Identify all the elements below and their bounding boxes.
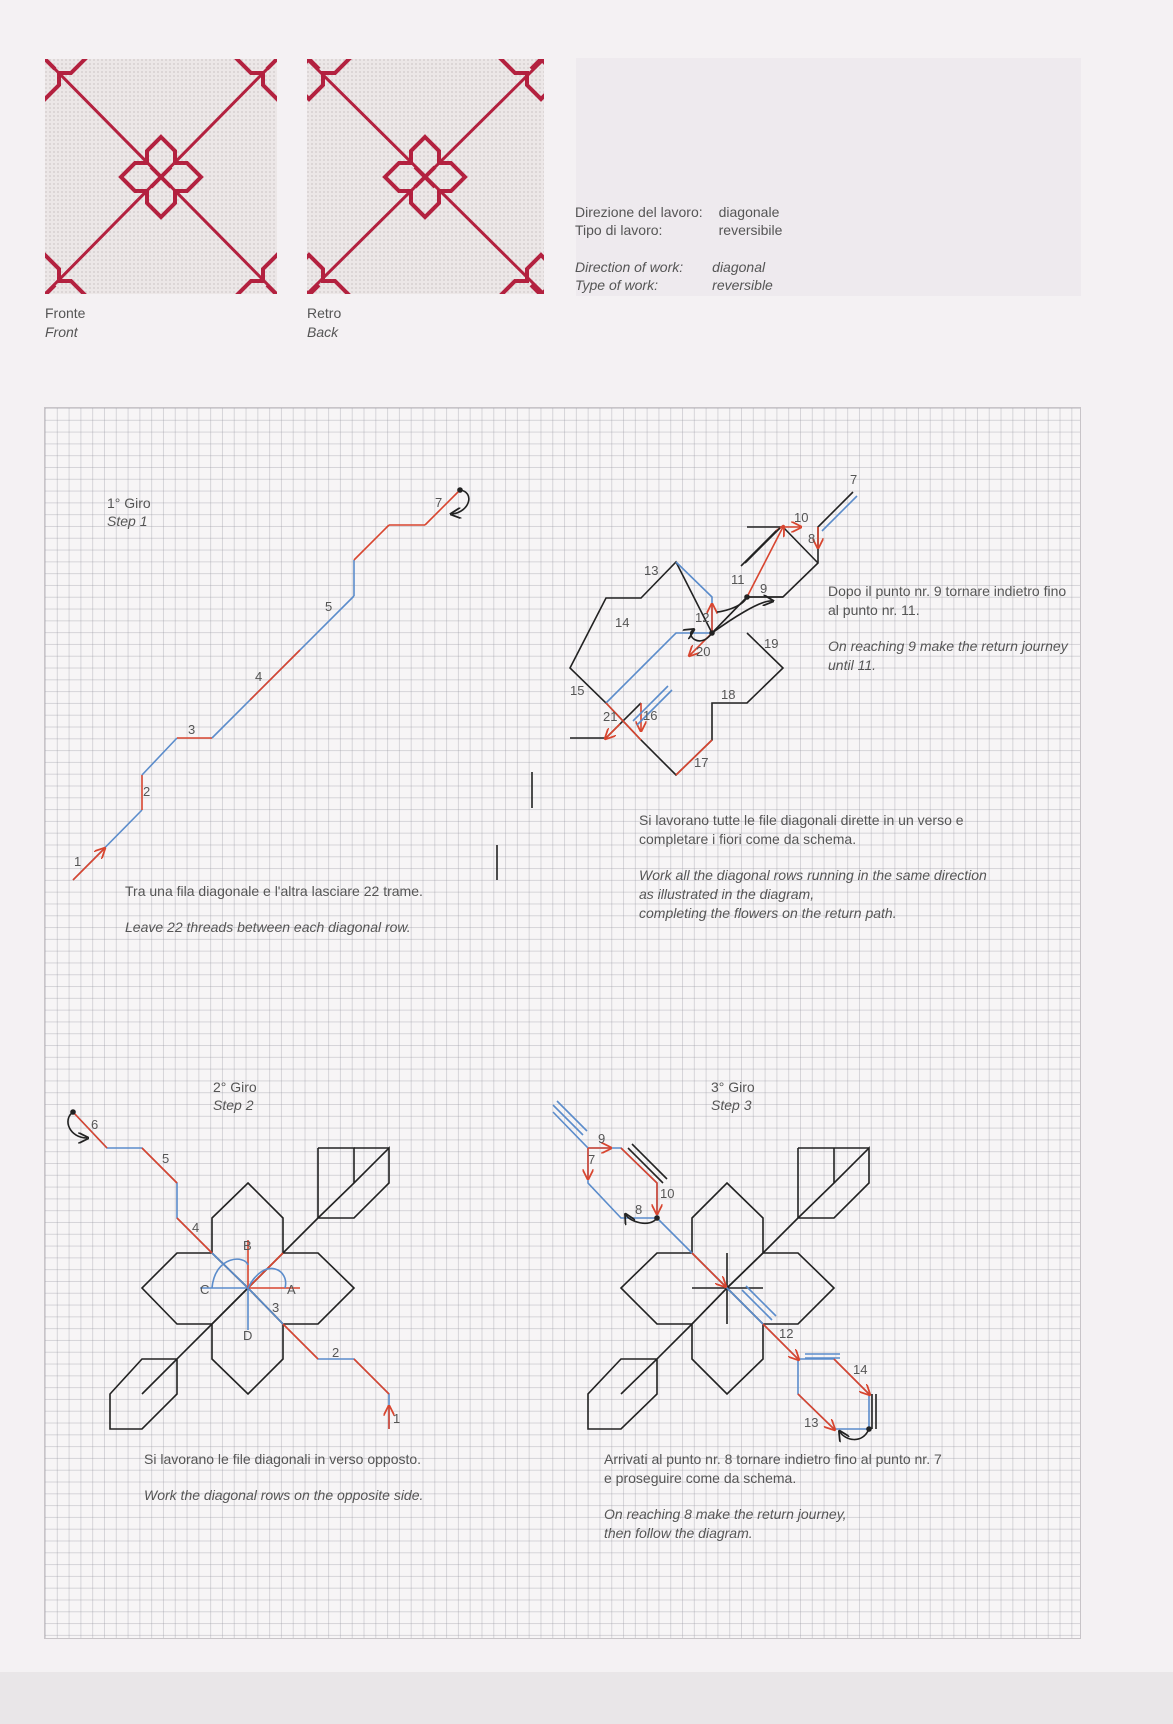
s1b-num-7: 7 [850, 472, 858, 487]
step1b-note2-en-2: as illustrated in the diagram, [639, 886, 815, 902]
s2-num-3: 3 [272, 1300, 280, 1315]
s2-num-6: 6 [91, 1117, 99, 1132]
s1b-num-11: 11 [731, 572, 745, 587]
step3-title-en: Step 3 [711, 1097, 752, 1113]
s1-num-1: 1 [74, 854, 82, 869]
s2-num-4: 4 [192, 1220, 200, 1235]
type-value-it: reversibile [718, 222, 783, 238]
step3-title [711, 1078, 755, 1114]
front-label-en: Front [45, 324, 78, 340]
step3-note-it-2: e proseguire come da schema. [604, 1470, 797, 1486]
s2-letter-d: D [243, 1328, 253, 1343]
back-label-en: Back [307, 324, 339, 340]
front-label-it: Fronte [45, 305, 86, 321]
page-footer-band [0, 1672, 1173, 1724]
s1b-num-13: 13 [644, 563, 659, 578]
s2-num-5: 5 [162, 1151, 170, 1166]
s1b-num-10: 10 [794, 510, 809, 525]
s3-num-9: 9 [598, 1131, 606, 1146]
s1b-num-14: 14 [615, 615, 630, 630]
direction-value-en: diagonal [712, 259, 766, 275]
step2-note-it: Si lavorano le file diagonali in verso opposto. [144, 1451, 422, 1467]
s1-num-3: 3 [188, 722, 196, 737]
s1b-num-9: 9 [760, 581, 768, 596]
s1b-num-20: 20 [696, 644, 711, 659]
direction-label-it: Direzione del lavoro: [575, 204, 703, 220]
step1-title-it: 1° Giro [107, 495, 151, 511]
step1b-note2-en-1: Work all the diagonal rows running in the same direction [639, 867, 987, 883]
step3-note [604, 1450, 1024, 1560]
back-label-it: Retro [307, 305, 342, 321]
step1-title-en: Step 1 [107, 513, 148, 529]
s2-letter-a: A [287, 1282, 296, 1297]
s3-num-12: 12 [779, 1326, 794, 1341]
step1b-note1 [828, 582, 1068, 692]
s1b-num-21: 21 [603, 709, 618, 724]
direction-value-it: diagonale [718, 204, 780, 220]
s2-letter-b: B [243, 1238, 252, 1253]
s1b-num-17: 17 [694, 755, 709, 770]
s3-num-13: 13 [804, 1415, 819, 1430]
step1-note-it: Tra una fila diagonale e l'altra lasciare 22 trame. [125, 883, 423, 899]
step2-title [213, 1078, 257, 1114]
s1-num-4: 4 [255, 669, 263, 684]
step1-note-en: Leave 22 threads between each diagonal row. [125, 919, 411, 935]
step1b-note1-en: On reaching 9 make the return journey until 11. [828, 638, 1068, 673]
step1-note [125, 882, 485, 954]
step3-note-it-1: Arrivati al punto nr. 8 tornare indietro fino al punto nr. 7 [604, 1451, 942, 1467]
s3-num-14: 14 [853, 1362, 868, 1377]
step2-note [144, 1450, 504, 1522]
type-label-it: Tipo di lavoro: [575, 222, 663, 238]
s1b-num-19: 19 [764, 636, 779, 651]
step1b-note2 [639, 811, 1029, 940]
s2-letter-c: C [200, 1282, 210, 1297]
s1-num-7: 7 [435, 495, 443, 510]
s3-num-10: 10 [660, 1186, 675, 1201]
step1b-note1-it: Dopo il punto nr. 9 tornare indietro fino al punto nr. 11. [828, 583, 1067, 618]
s2-num-1: 1 [393, 1411, 401, 1426]
step3-title-it: 3° Giro [711, 1079, 755, 1095]
step1-title [107, 494, 151, 530]
s2-num-2: 2 [332, 1345, 340, 1360]
type-label-en: Type of work: [575, 277, 658, 293]
step1b-note2-en-3: completing the flowers on the return path. [639, 905, 897, 921]
s1-num-5: 5 [325, 599, 333, 614]
s1b-num-16: 16 [643, 708, 658, 723]
s1-num-2: 2 [143, 784, 151, 799]
step1b-note2-it: Si lavorano tutte le file diagonali dirette in un verso e completare i fiori come da schema. [639, 812, 964, 847]
s1b-num-12: 12 [695, 610, 710, 625]
type-value-en: reversible [712, 277, 773, 293]
direction-label-en: Direction of work: [575, 259, 684, 275]
s1b-num-15: 15 [570, 683, 585, 698]
step3-note-en-2: then follow the diagram. [604, 1525, 753, 1541]
step3-note-en-1: On reaching 8 make the return journey, [604, 1506, 847, 1522]
s1b-num-8: 8 [808, 531, 816, 546]
s1b-num-18: 18 [721, 687, 736, 702]
step3-diagram [553, 1101, 876, 1440]
step2-title-en: Step 2 [213, 1097, 254, 1113]
step2-title-it: 2° Giro [213, 1079, 257, 1095]
step1-diagram [73, 487, 532, 880]
s3-num-8: 8 [635, 1202, 643, 1217]
s3-num-7: 7 [588, 1152, 596, 1167]
step2-note-en: Work the diagonal rows on the opposite side. [144, 1487, 424, 1503]
step2-diagram [68, 1109, 389, 1429]
